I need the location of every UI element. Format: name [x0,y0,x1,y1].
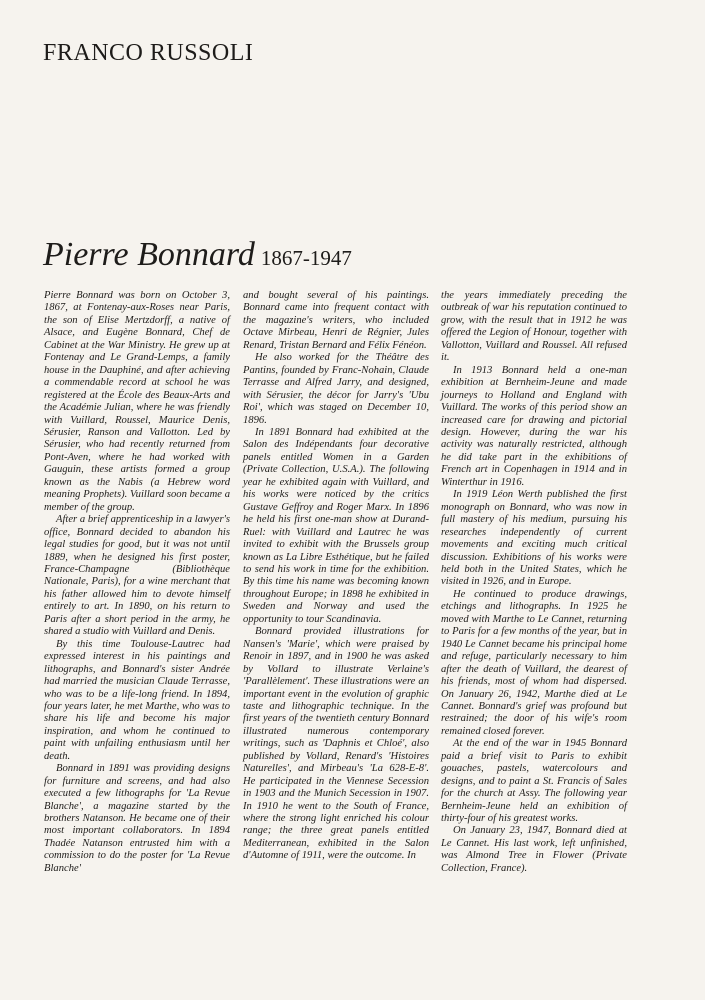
paragraph: On January 23, 1947, Bonnard died at Le Cannet. His last work, left unfinished, was Almond Tree in Flower (Private Collection, France). [441,825,627,874]
paragraph: In 1919 Léon Werth published the first monograph on Bonnard, who was now in full mastery of his medium, pursuing his researches independently of current movements and exciting much critical discussion. Exhibitions of his works were held both in the United States, which he visited in 1926, and in Europe. [441,489,627,588]
text-column-3 [441,290,627,875]
artist-name: Pierre Bonnard [43,236,255,273]
paragraph: the years immediately preceding the outbreak of war his reputation continued to grow, with the result that in 1912 he was offered the Legion of Honour, together with Vallotton, Vuillard and Roussel. All refused it. [441,290,627,364]
paragraph: Bonnard provided illustrations for Nansen's 'Marie', which were praised by Renoir in 1897, and in 1900 he was asked by Vollard to illustrate Verlaine's 'Parallèlement'. These illustrations were an important event in the evolution of graphic taste and lithographic technique. In the first years of the twentieth century Bonnard illustrated numerous contemporary writings, such as 'Daphnis et Chloé', also published by Vollard, Renard's 'Histoires Naturelles', and Mirbeau's 'La 628-E-8'. He participated in the Viennese Secession in 1903 and the Munich Secession in 1907. In 1910 he went to the South of France, where the strong light enriched his colour range; the three great panels entitled Mediterranean, exhibited in the Salon d'Automne of 1911, were the outcome. In [243,626,429,862]
paragraph: In 1913 Bonnard held a one-man exhibition at Bernheim-Jeune and made journeys to Holland and England with Vuillard. The works of this period show an increased care for drawing and pictorial design. However, during the war his activity was naturally restricted, although he did take part in the exhibitions of French art in Copenhagen in 1914 and in Winterthur in 1916. [441,364,627,488]
paragraph: In 1891 Bonnard had exhibited at the Salon des Indépendants four decorative panels entitled Women in a Garden (Private Collection, U.S.A.). The following year he exhibited again with Vuillard, and his works were noticed by the critics Gustave Geffroy and Roger Marx. In 1896 he held his first one-man show at Durand-Ruel: with Vuillard and Lautrec he was invited to exhibit with the Brussels group known as La Libre Esthétique, but he failed to send his work in time for the exhibition. By this time his name was becoming known throughout Europe; in 1898 he exhibited in Sweden and Norway and used the opportunity to tour Scandinavia. [243,426,429,625]
paragraph: and bought several of his paintings. Bonnard came into frequent contact with the magazine's writers, who included Octave Mirbeau, Henri de Régnier, Jules Renard, Tristan Bernard and Félix Fénéon. [243,290,429,351]
paragraph: Pierre Bonnard was born on October 3, 1867, at Fontenay-aux-Roses near Paris, the son of Elise Mertzdorff, a native of Alsace, and Eugène Bonnard, Chef de Cabinet at the War Ministry. He grew up at Fontenay and Le Grand-Lemps, a family house in the Dauphiné, and after achieving a commendable record at school he was registered at the École des Beaux-Arts and the Académie Julian, where he was friendly with Vuillard, Roussel, Maurice Denis, Sérusier, Ranson and Vallotton. Led by Sérusier, who had recently returned from Pont-Aven, where he had worked with Gauguin, these artists formed a group known as the Nabis (a Hebrew word meaning Prophets). Vuillard soon became a member of the group. [44,290,230,513]
paragraph: At the end of the war in 1945 Bonnard paid a brief visit to Paris to exhibit gouaches, pastels, watercolours and designs, and to paint a St. Francis of Sales for the church at Assy. The following year Bernheim-Jeune held an exhibition of thirty-four of his greatest works. [441,738,627,825]
paragraph: He also worked for the Théâtre des Pantins, founded by Franc-Nohain, Claude Terrasse and Alfred Jarry, and designed, with Sérusier, the décor for Jarry's 'Ubu Roi', which was staged on December 10, 1896. [243,352,429,426]
text-column-2 [243,290,429,863]
paragraph: He continued to produce drawings, etchings and lithographs. In 1925 he moved with Marthe to Le Cannet, returning to Paris for a few months of the year, but in 1940 Le Cannet became his principal home and refuge, particularly necessary to him after the death of Vuillard, the dearest of his friends, most of whom had dispersed. On January 26, 1942, Marthe died at Le Cannet. Bonnard's grief was profound but restrained; the door of his wife's room remained closed forever. [441,588,627,737]
article-title [43,236,352,274]
text-column-1 [44,290,230,875]
paragraph: After a brief apprenticeship in a lawyer's office, Bonnard decided to abandon his legal studies for good, but it was not until 1889, when he designed his first poster, France-Champagne (Bibliothèque Nationale, Paris), for a wine merchant that his father allowed him to devote himself entirely to art. In 1890, on his return to Paris after a short period in the army, he shared a studio with Vuillard and Denis. [44,514,230,638]
paragraph: Bonnard in 1891 was providing designs for furniture and screens, and had also executed a few lithographs for 'La Revue Blanche', a magazine started by the brothers Natanson. He became one of their most important collaborators. In 1894 Thadée Natanson entrusted him with a commission to do the poster for 'La Revue Blanche' [44,763,230,874]
artist-years: 1867-1947 [260,246,352,270]
author-name: FRANCO RUSSOLI [43,40,254,66]
paragraph: By this time Toulouse-Lautrec had expressed interest in his paintings and lithographs, and Bonnard's sister Andrée had married the musician Claude Terrasse, who was to be a life-long friend. In 1894, four years later, he met Marthe, who was to share his life and become his major inspiration, and whom he continued to paint with unfailing enthusiasm until her death. [44,638,230,762]
